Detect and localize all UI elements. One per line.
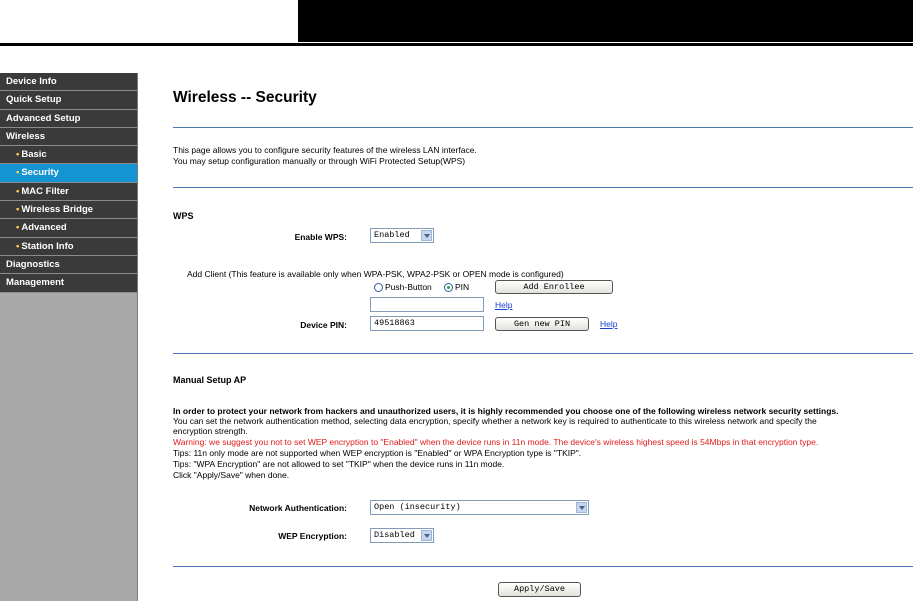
sidebar-item-label: Device Info bbox=[6, 76, 57, 87]
sidebar-item-diagnostics[interactable] bbox=[0, 256, 137, 274]
enable-wps-label: Enable WPS: bbox=[294, 232, 347, 242]
wep-encryption-label: WEP Encryption: bbox=[278, 531, 347, 541]
warning-text: Warning: we suggest you not to set WEP encryption to "Enabled" when the device runs in 11n mode. The device's wireless highest speed is 54Mbps in that encryption type. bbox=[173, 437, 819, 447]
add-enrollee-button[interactable]: Add Enrollee bbox=[495, 280, 613, 294]
sidebar-item-device-info[interactable] bbox=[0, 73, 137, 91]
bullet-icon: • bbox=[16, 185, 20, 197]
sidebar-item-label: Advanced bbox=[21, 222, 67, 234]
help-link[interactable]: Help bbox=[600, 319, 618, 329]
wep-encryption-select[interactable] bbox=[370, 528, 434, 543]
chevron-down-icon bbox=[421, 530, 432, 541]
section-divider bbox=[173, 353, 913, 354]
add-client-text: Add Client (This feature is available only when WPA-PSK, WPA2-PSK or OPEN mode is configured) bbox=[187, 269, 564, 279]
network-authentication-label: Network Authentication: bbox=[249, 503, 347, 513]
section-divider bbox=[173, 187, 913, 188]
auth-description-text: You can set the network authentication method, selecting data encryption, specify whether a network key is required to authenticate to this wireless network and specify the bbox=[173, 416, 817, 426]
instruction-text: Click "Apply/Save" when done. bbox=[173, 470, 290, 480]
manual-setup-heading: Manual Setup AP bbox=[173, 375, 247, 385]
sidebar-item-advanced-setup[interactable] bbox=[0, 110, 137, 128]
sidebar-item-label: Wireless bbox=[6, 130, 45, 142]
tip-text: Tips: "WPA Encryption" are not allowed to set "TKIP" when the device runs in 11n mode. bbox=[173, 459, 505, 469]
page-title: Wireless -- Security bbox=[173, 89, 317, 106]
push-button-radio[interactable] bbox=[374, 283, 383, 292]
chevron-down-icon bbox=[421, 230, 432, 241]
sidebar-item-label: MAC Filter bbox=[21, 185, 69, 197]
pin-radio[interactable] bbox=[444, 283, 453, 292]
enable-wps-select[interactable] bbox=[370, 228, 434, 243]
sidebar-item-label: Security bbox=[21, 167, 59, 179]
sidebar-item-wireless-bridge[interactable] bbox=[0, 201, 137, 219]
main-content bbox=[138, 73, 913, 601]
wps-heading: WPS bbox=[173, 211, 194, 221]
section-divider bbox=[173, 566, 913, 567]
wep-encryption-value: Disabled bbox=[374, 530, 415, 540]
sidebar-item-basic[interactable] bbox=[0, 146, 137, 164]
sidebar-item-label: Basic bbox=[21, 149, 47, 161]
sidebar-item-label: Quick Setup bbox=[6, 94, 62, 106]
pin-input[interactable] bbox=[370, 297, 484, 312]
enable-wps-value: Enabled bbox=[374, 230, 410, 240]
security-recommendation-text: In order to protect your network from hackers and unauthorized users, it is highly recommended you choose one of the following wireless network security settings. bbox=[173, 406, 839, 416]
sidebar-item-advanced[interactable] bbox=[0, 219, 137, 237]
apply-save-button[interactable]: Apply/Save bbox=[498, 582, 581, 597]
sidebar-item-wireless[interactable] bbox=[0, 128, 137, 146]
sidebar-item-station-info[interactable] bbox=[0, 238, 137, 256]
sidebar-item-management[interactable] bbox=[0, 274, 137, 292]
sidebar-item-label: Advanced Setup bbox=[6, 112, 81, 124]
push-button-label: Push-Button bbox=[385, 282, 432, 292]
sidebar-item-label: Wireless Bridge bbox=[21, 204, 94, 216]
help-link[interactable]: Help bbox=[495, 300, 513, 310]
chevron-down-icon bbox=[576, 502, 587, 513]
bullet-icon: • bbox=[16, 167, 20, 179]
sidebar-item-label: Diagnostics bbox=[6, 258, 60, 270]
intro-text: You may setup configuration manually or through WiFi Protected Setup(WPS) bbox=[173, 156, 466, 166]
sidebar-item-security[interactable] bbox=[0, 164, 137, 182]
network-authentication-select[interactable] bbox=[370, 500, 589, 515]
intro-text: This page allows you to configure security features of the wireless LAN interface. bbox=[173, 145, 477, 155]
auth-description-text: encryption strength. bbox=[173, 426, 248, 436]
sidebar-nav bbox=[0, 73, 138, 601]
tip-text: Tips: 11n only mode are not supported when WEP encryption is "Enabled" or WPA Encryption type is "TKIP". bbox=[173, 448, 582, 458]
sidebar-item-label: Management bbox=[6, 277, 65, 289]
network-authentication-value: Open (insecurity) bbox=[374, 502, 461, 512]
bullet-icon: • bbox=[16, 240, 20, 252]
header-divider bbox=[0, 43, 913, 46]
pin-label: PIN bbox=[455, 282, 470, 292]
device-pin-label: Device PIN: bbox=[300, 320, 347, 330]
sidebar-item-label: Station Info bbox=[21, 240, 74, 252]
sidebar-item-quick-setup[interactable] bbox=[0, 91, 137, 109]
bullet-icon: • bbox=[16, 222, 20, 234]
bullet-icon: • bbox=[16, 204, 20, 216]
section-divider bbox=[173, 127, 913, 128]
sidebar-item-mac-filter[interactable] bbox=[0, 183, 137, 201]
bullet-icon: • bbox=[16, 149, 20, 161]
device-pin-field[interactable]: 49518863 bbox=[370, 316, 484, 331]
gen-new-pin-button[interactable]: Gen new PIN bbox=[495, 317, 589, 331]
header-black-bar bbox=[298, 0, 913, 42]
